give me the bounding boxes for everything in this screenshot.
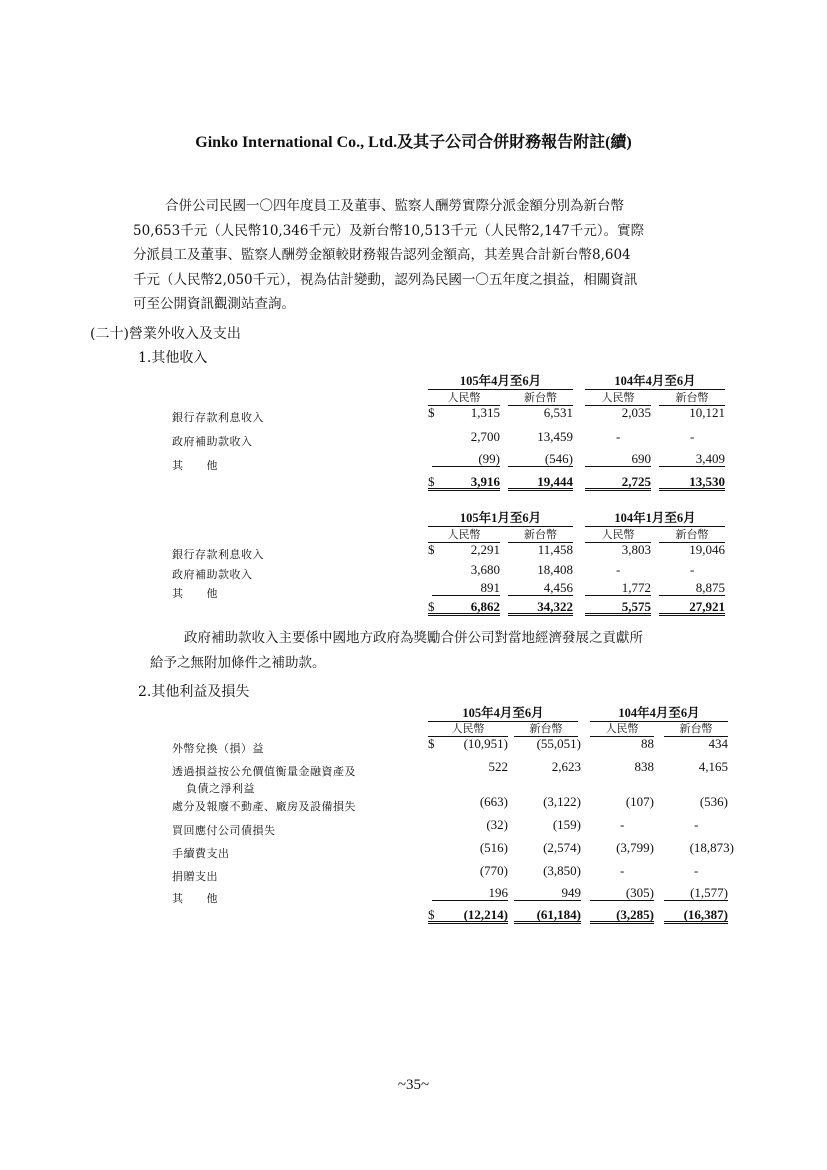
currency-header: 人民幣 <box>585 526 651 543</box>
cell-value: 19,046 <box>689 542 725 557</box>
period-header: 104年1月至6月 <box>585 508 725 527</box>
cell-value: (1,577) <box>690 885 728 900</box>
total-value: 13,530 <box>689 474 725 489</box>
cell-value: 196 <box>488 885 508 900</box>
subtotal-rule <box>590 900 654 901</box>
currency-symbol: $ <box>428 736 435 751</box>
currency-header: 新台幣 <box>508 526 573 543</box>
cell-value: (55,051) <box>536 736 581 751</box>
row-label: 其 他 <box>172 459 218 472</box>
cell-value: 4,165 <box>698 759 728 774</box>
total-value: 34,322 <box>537 599 573 614</box>
currency-header: 新台幣 <box>508 389 573 406</box>
cell-value: 891 <box>480 580 500 595</box>
row-label: 買回應付公司債損失 <box>172 824 276 837</box>
total-value: 6,862 <box>470 599 500 614</box>
currency-symbol: $ <box>428 405 435 420</box>
total-rule <box>664 921 728 924</box>
period-header: 104年4月至6月 <box>585 371 725 390</box>
subsection-heading-other-gains: 2.其他利益及損失 <box>138 684 250 700</box>
currency-header: 人民幣 <box>428 720 508 737</box>
total-rule <box>585 613 651 616</box>
subtotal-rule <box>432 900 508 901</box>
row-label: 外幣兌換（損）益 <box>172 742 264 755</box>
cell-value: 1,315 <box>470 405 500 420</box>
total-value: (16,387) <box>683 907 728 922</box>
row-label: 銀行存款利息收入 <box>172 548 264 561</box>
row-label: 處分及報廢不動產、廠房及設備損失 <box>172 800 356 813</box>
currency-header: 新台幣 <box>664 720 728 737</box>
cell-value: - <box>690 429 695 444</box>
intro-line: 千元（人民幣2,050千元），視為估計變動，認列為民國一〇五年度之損益，相關資訊 <box>133 271 638 288</box>
cell-value: - <box>616 562 621 577</box>
cell-value: - <box>690 562 695 577</box>
cell-value: (99) <box>478 451 500 466</box>
cell-value: - <box>616 429 621 444</box>
total-rule <box>514 921 581 924</box>
currency-header: 人民幣 <box>428 526 500 543</box>
total-value: 19,444 <box>537 474 573 489</box>
intro-line: 分派員工及董事、監察人酬勞金額較財務報告認列金額高，其差異合計新台幣8,604 <box>133 247 631 263</box>
note-line: 政府補助款收入主要係中國地方政府為獎勵合併公司對當地經濟發展之貢獻所 <box>184 630 643 646</box>
cell-value: - <box>694 817 699 832</box>
intro-line: 可至公開資訊觀測站查詢。 <box>133 296 295 312</box>
total-rule <box>590 921 654 924</box>
cell-value: (159) <box>552 817 581 832</box>
cell-value: 88 <box>641 736 654 751</box>
subtotal-rule <box>659 595 725 596</box>
cell-value: 690 <box>631 451 651 466</box>
row-label: 政府補助款收入 <box>172 435 253 448</box>
total-value: 3,916 <box>470 474 500 489</box>
row-label: 其 他 <box>172 892 218 905</box>
cell-value: 8,875 <box>695 580 725 595</box>
total-value: 27,921 <box>689 599 725 614</box>
currency-header: 新台幣 <box>659 526 725 543</box>
row-label: 政府補助款收入 <box>172 568 253 581</box>
intro-paragraph <box>133 194 733 317</box>
cell-value: (10,951) <box>463 736 508 751</box>
cell-value: (107) <box>625 794 654 809</box>
cell-value: 3,409 <box>695 451 725 466</box>
currency-header: 人民幣 <box>590 720 654 737</box>
total-rule <box>428 488 500 491</box>
cell-value: (305) <box>625 885 654 900</box>
cell-value: 2,035 <box>621 405 651 420</box>
cell-value: 4,456 <box>543 580 573 595</box>
cell-value: (516) <box>479 840 508 855</box>
subtotal-rule <box>508 595 573 596</box>
cell-value: (3,799) <box>616 840 654 855</box>
cell-value: 2,291 <box>470 542 500 557</box>
total-value: 2,725 <box>621 474 651 489</box>
period-header: 104年4月至6月 <box>590 703 728 722</box>
cell-value: 3,803 <box>621 542 651 557</box>
cell-value: (536) <box>699 794 728 809</box>
cell-value: 10,121 <box>689 405 725 420</box>
intro-line: 合併公司民國一〇四年度員工及董事、監察人酬勞實際分派金額分別為新台幣 <box>165 198 624 214</box>
cell-value: 3,680 <box>470 562 500 577</box>
total-rule <box>585 488 651 491</box>
period-header: 105年4月至6月 <box>428 703 578 722</box>
subtotal-rule <box>585 466 651 467</box>
subtotal-rule <box>659 466 725 467</box>
row-label: 捐贈支出 <box>172 870 218 883</box>
cell-value: (546) <box>544 451 573 466</box>
cell-value: (3,850) <box>543 863 581 878</box>
currency-header: 新台幣 <box>514 720 578 737</box>
total-rule <box>428 613 500 616</box>
total-rule <box>508 613 573 616</box>
total-value: 5,575 <box>621 599 651 614</box>
subtotal-rule <box>432 595 500 596</box>
page-title: Ginko International Co., Ltd.及其子公司合併財務報告附註(續) <box>195 134 632 151</box>
currency-symbol: $ <box>428 599 435 614</box>
total-rule <box>508 488 573 491</box>
currency-header: 人民幣 <box>428 389 500 406</box>
currency-symbol: $ <box>428 474 435 489</box>
cell-value: 2,623 <box>551 759 581 774</box>
subtotal-rule <box>432 466 500 467</box>
cell-value: 949 <box>561 885 581 900</box>
row-label: 其 他 <box>172 587 218 600</box>
note-line: 給予之無附加條件之補助款。 <box>150 654 326 671</box>
cell-value: (2,574) <box>543 840 581 855</box>
page-number: ~35~ <box>397 1077 430 1093</box>
cell-value: - <box>620 817 625 832</box>
intro-line: 50,653千元（人民幣10,346千元）及新台幣10,513千元（人民幣2,147千元）。實際 <box>133 222 645 239</box>
currency-header: 新台幣 <box>659 389 725 406</box>
subtotal-rule <box>508 466 573 467</box>
currency-symbol: $ <box>428 542 435 557</box>
period-header: 105年1月至6月 <box>428 508 573 527</box>
row-label: 透過損益按公允價值衡量金融資產及 <box>172 765 356 778</box>
row-label-continued: 負債之淨利益 <box>186 782 255 795</box>
total-value: (12,214) <box>463 907 508 922</box>
subtotal-rule <box>664 900 728 901</box>
subtotal-rule <box>585 595 651 596</box>
total-value: (61,184) <box>536 907 581 922</box>
total-value: (3,285) <box>616 907 654 922</box>
subtotal-rule <box>514 900 581 901</box>
cell-value: 11,458 <box>537 542 573 557</box>
subsection-heading-other-income: 1.其他收入 <box>138 350 208 366</box>
total-rule <box>659 613 725 616</box>
currency-header: 人民幣 <box>585 389 651 406</box>
cell-value: (3,122) <box>543 794 581 809</box>
cell-value: 838 <box>634 759 654 774</box>
cell-value: - <box>694 863 699 878</box>
cell-value: 13,459 <box>537 429 573 444</box>
section-heading: (二十)營業外收入及支出 <box>90 326 241 342</box>
cell-value: 18,408 <box>537 562 573 577</box>
cell-value: 1,772 <box>621 580 651 595</box>
cell-value: 2,700 <box>470 429 500 444</box>
cell-value: - <box>620 863 625 878</box>
cell-value: 522 <box>488 759 508 774</box>
cell-value: (663) <box>479 794 508 809</box>
cell-value: (32) <box>486 817 508 832</box>
currency-symbol: $ <box>428 907 435 922</box>
cell-value: (18,873) <box>689 840 734 855</box>
cell-value: 6,531 <box>543 405 573 420</box>
period-header: 105年4月至6月 <box>428 371 573 390</box>
total-rule <box>659 488 725 491</box>
cell-value: (770) <box>479 863 508 878</box>
row-label: 手續費支出 <box>172 847 230 860</box>
row-label: 銀行存款利息收入 <box>172 411 264 424</box>
cell-value: 434 <box>708 736 728 751</box>
subsidy-note <box>150 626 740 675</box>
total-rule <box>428 921 508 924</box>
